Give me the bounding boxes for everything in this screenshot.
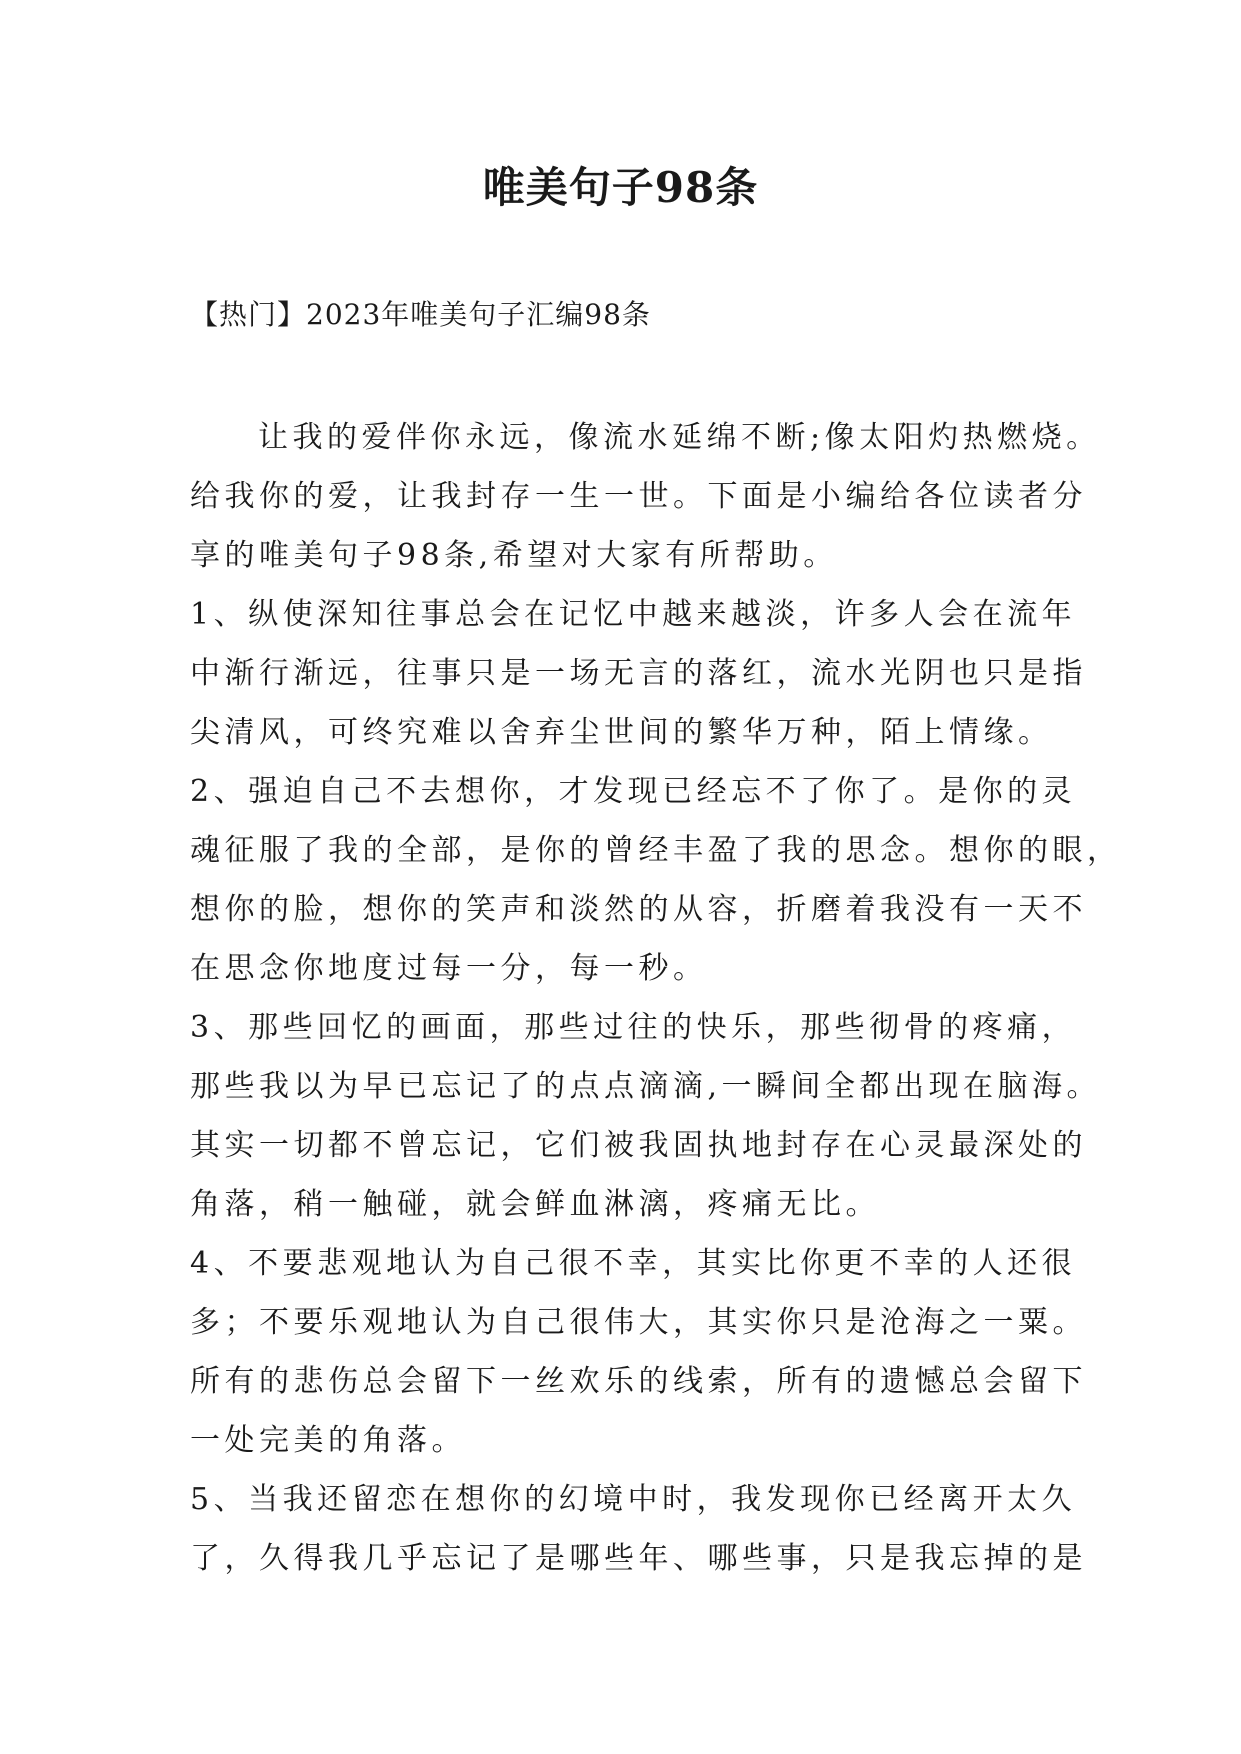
paragraph-line: 让我的爱伴你永远，像流水延绵不断;像太阳灼热燃烧。 [258, 420, 1101, 455]
paragraph-line: 所有的悲伤总会留下一丝欢乐的线索，所有的遗憾总会留下 [190, 1364, 1087, 1399]
paragraph-line: 2、强迫自己不去想你，才发现已经忘不了你了。是你的灵 [190, 774, 1077, 809]
paragraph-line: 给我你的爱，让我封存一生一世。下面是小编给各位读者分 [190, 479, 1087, 514]
paragraph-line: 在思念你地度过每一分，每一秒。 [190, 951, 708, 986]
document-title: 唯美句子98条 [482, 163, 759, 212]
paragraph-line: 多；不要乐观地认为自己很伟大，其实你只是沧海之一粟。 [190, 1305, 1087, 1340]
document-body [190, 408, 1122, 1588]
paragraph-line: 那些我以为早已忘记了的点点滴滴,一瞬间全都出现在脑海。 [190, 1069, 1102, 1104]
paragraph-line: 4、不要悲观地认为自己很不幸，其实比你更不幸的人还很 [190, 1246, 1077, 1281]
paragraph-line: 1、纵使深知往事总会在记忆中越来越淡，许多人会在流年 [190, 597, 1077, 632]
paragraph-line: 享的唯美句子98条,希望对大家有所帮助。 [190, 538, 838, 573]
paragraph-line: 一处完美的角落。 [190, 1423, 466, 1458]
paragraph-line: 了，久得我几乎忘记了是哪些年、哪些事，只是我忘掉的是 [190, 1541, 1087, 1576]
paragraph-line: 魂征服了我的全部，是你的曾经丰盈了我的思念。想你的眼， [190, 833, 1122, 868]
paragraph-line: 中渐行渐远，往事只是一场无言的落红，流水光阴也只是指 [190, 656, 1087, 691]
paragraph-line: 3、那些回忆的画面，那些过往的快乐，那些彻骨的疼痛， [190, 1010, 1077, 1045]
paragraph-line: 其实一切都不曾忘记，它们被我固执地封存在心灵最深处的 [190, 1128, 1087, 1163]
paragraph-line: 5、当我还留恋在想你的幻境中时，我发现你已经离开太久 [190, 1482, 1077, 1517]
document-subtitle: 【热门】2023年唯美句子汇编98条 [190, 298, 651, 331]
paragraph-line: 尖清风，可终究难以舍弃尘世间的繁华万种，陌上情缘。 [190, 715, 1053, 750]
paragraph-line: 想你的脸，想你的笑声和淡然的从容，折磨着我没有一天不 [190, 892, 1087, 927]
paragraph-line: 角落，稍一触碰，就会鲜血淋漓，疼痛无比。 [190, 1187, 880, 1222]
